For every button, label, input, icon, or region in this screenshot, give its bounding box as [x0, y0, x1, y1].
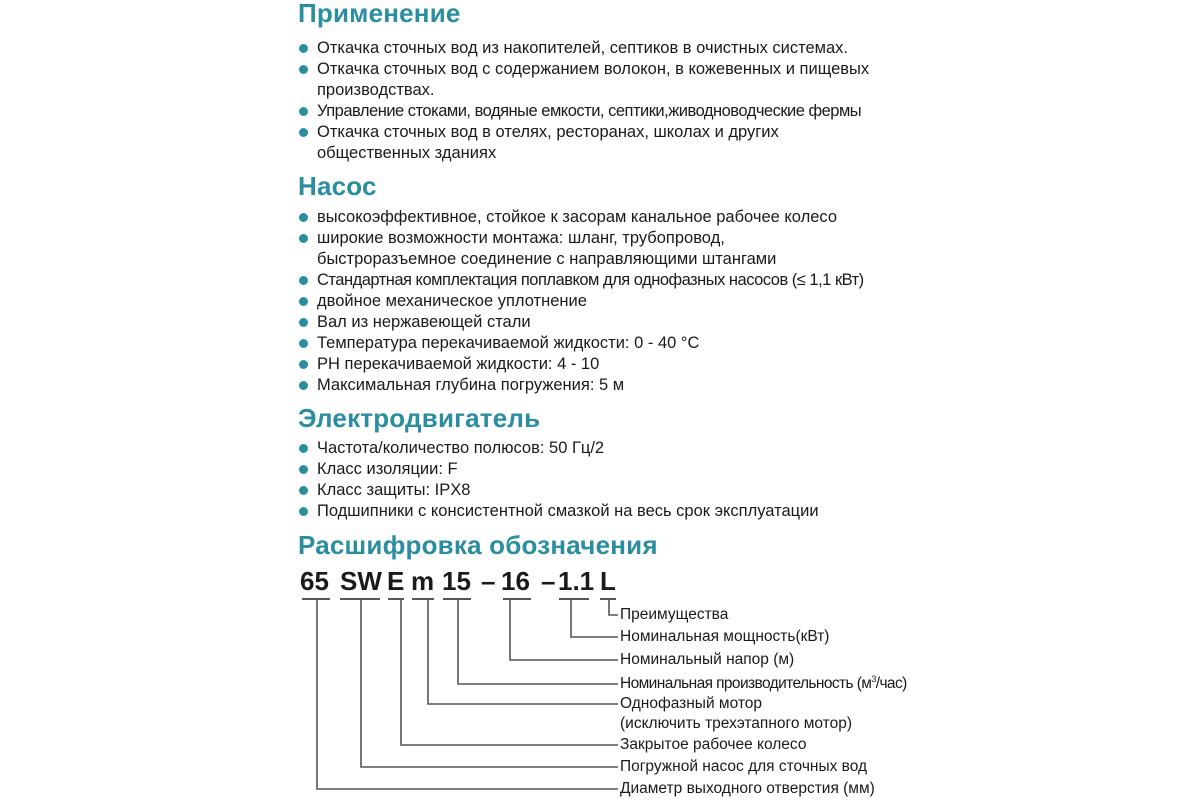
list-item: Стандартная комплектация поплавком для однофазных насосов (≤ 1,1 кВт)	[298, 270, 864, 291]
leader-line	[571, 600, 618, 637]
list-item: Откачка сточных вод в отелях, ресторанах, школах и других общественных зданиях	[298, 122, 869, 164]
label-rated-capacity: Номинальная производительность $(м^3/час)$	[620, 673, 907, 692]
list-item: Максимальная глубина погружения: 5 м	[298, 375, 864, 396]
list-item: Откачка сточных вод с содержанием волокон, в кожевенных и пищевых производствах.	[298, 59, 869, 101]
list-item: Класс защиты: IPX8	[298, 480, 819, 501]
code-part: 16	[501, 566, 530, 596]
application-title: Применение	[298, 0, 461, 28]
label-rated-power: Номинальная мощность(кВт)	[620, 628, 830, 645]
pump-title: Насос	[298, 171, 377, 201]
code-part: 65	[300, 566, 329, 596]
code-part: –	[541, 566, 556, 596]
list-item: PH перекачиваемой жидкости: 4 - 10	[298, 354, 864, 375]
label-closed-impeller: Закрытое рабочее колесо	[620, 736, 807, 753]
label-submersible-pump: Погружной насос для сточных вод	[620, 758, 868, 775]
list-item: Откачка сточных вод из накопителей, септиков в очистных системах.	[298, 38, 869, 59]
list-item: Температура перекачиваемой жидкости: 0 - 40 °C	[298, 333, 864, 354]
label-rated-head: Номинальный напор (м)	[620, 651, 795, 668]
label-advantages: Преимущества	[620, 606, 729, 623]
code-part: m	[411, 566, 435, 596]
list-item: высокоэффективное, стойкое к засорам канальное рабочее колесо	[298, 207, 864, 228]
list-item: широкие возможности монтажа: шланг, трубопровод, быстроразъемное соединение с направляющими штангами	[298, 228, 864, 270]
code-part: L	[600, 566, 616, 596]
leader-line	[609, 600, 618, 615]
code-part: 15	[442, 566, 471, 596]
list-item: Управление стоками, водяные емкости, септики,живодноводческие фермы	[298, 101, 869, 122]
leader-line	[510, 600, 618, 660]
leader-line	[428, 600, 618, 704]
decoding-title: Расшифровка обозначения	[298, 530, 658, 560]
label-single-phase-note: (исключить трехэтапного мотор)	[620, 715, 853, 732]
code-part: E	[387, 566, 405, 596]
list-item: Вал из нержавеющей стали	[298, 312, 864, 333]
list-item: Класс изоляции: F	[298, 459, 819, 480]
list-item: Подшипники с консистентной смазкой на весь срок эксплуатации	[298, 501, 819, 522]
code-part: SW	[340, 566, 382, 596]
code-part: –	[481, 566, 496, 596]
motor-title: Электродвигатель	[298, 403, 541, 433]
label-single-phase-motor: Однофазный мотор	[620, 695, 763, 712]
label-outlet-diameter: Диаметр выходного отверстия (мм)	[620, 780, 875, 797]
code-part: 1.1	[558, 566, 595, 596]
leader-line	[317, 600, 618, 789]
list-item: Частота/количество полюсов: 50 Гц/2	[298, 438, 819, 459]
leader-line	[458, 600, 618, 684]
list-item: двойное механическое уплотнение	[298, 291, 864, 312]
